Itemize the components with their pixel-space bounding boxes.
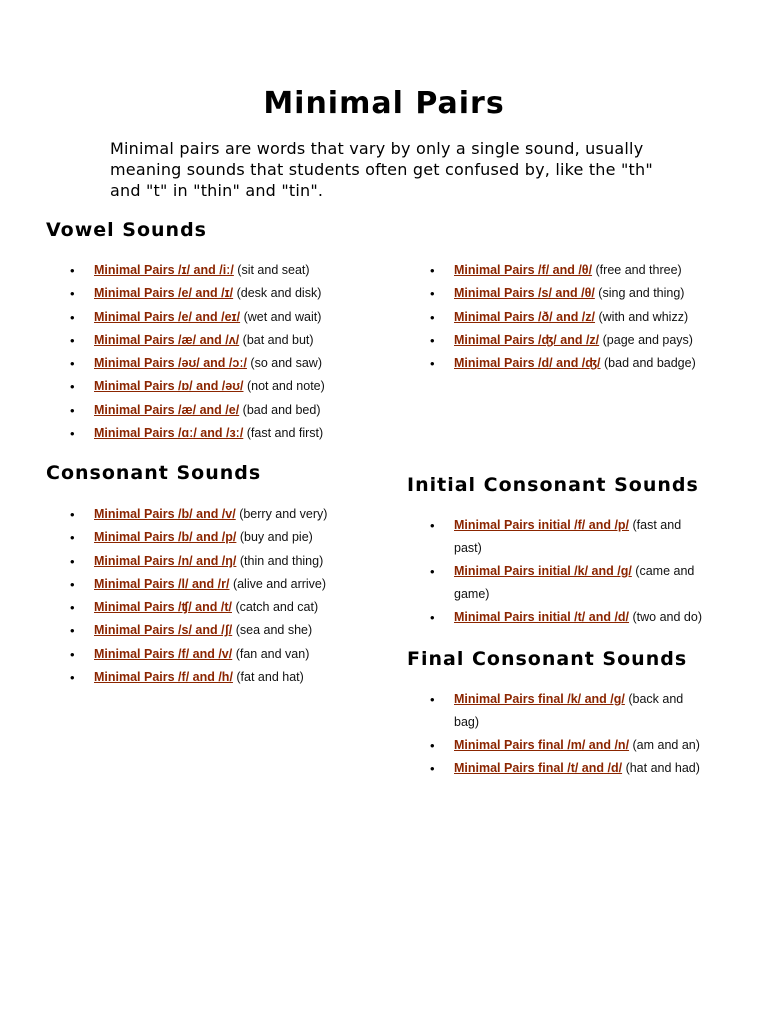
example-words: (back and bag) [454, 692, 684, 729]
list-item [430, 514, 710, 560]
list-item [430, 757, 710, 780]
example-words: (buy and pie) [236, 530, 313, 545]
minimal-pair-link[interactable]: Minimal Pairs initial /k/ and /g/ [454, 564, 632, 578]
example-words: (two and do) [629, 610, 702, 624]
example-words: (so and saw) [246, 356, 322, 371]
example-words: (sit and seat) [233, 263, 310, 277]
minimal-pair-link[interactable]: Minimal Pairs initial /t/ and /d/ [454, 610, 630, 624]
list-item [70, 399, 370, 422]
minimal-pair-link[interactable]: Minimal Pairs /ɪ/ and /iː/ [94, 263, 234, 277]
example-words: (desk and disk) [233, 286, 322, 301]
list-item [430, 606, 710, 629]
list-item [70, 619, 380, 642]
minimal-pair-link[interactable]: Minimal Pairs /ɑː/ and /ɜː/ [94, 426, 244, 441]
example-words: (sing and thing) [594, 286, 685, 301]
minimal-pair-link[interactable]: Minimal Pairs /ʧ/ and /t/ [94, 600, 232, 615]
list-item [70, 375, 370, 398]
list-item [430, 734, 710, 757]
consonant-pairs-list-right [430, 259, 730, 375]
minimal-pair-link[interactable]: Minimal Pairs /əʊ/ and /ɔː/ [94, 356, 247, 371]
list-item [70, 306, 370, 329]
minimal-pair-link[interactable]: Minimal Pairs /f/ and /v/ [94, 646, 233, 661]
vowel-pairs-list [70, 259, 370, 445]
list-item [70, 259, 370, 282]
list-item [70, 550, 380, 573]
minimal-pair-link[interactable]: Minimal Pairs final /k/ and /g/ [454, 692, 625, 706]
vowel-sounds-heading: Vowel Sounds [46, 219, 207, 241]
example-words: (fat and hat) [232, 670, 304, 685]
final-consonant-pairs-list [430, 688, 710, 780]
minimal-pair-link[interactable]: Minimal Pairs final /m/ and /n/ [454, 738, 630, 752]
example-words: (free and three) [592, 263, 682, 277]
initial-consonant-sounds-heading: Initial Consonant Sounds [407, 474, 699, 496]
initial-consonant-pairs-list [430, 514, 710, 629]
minimal-pair-link[interactable]: Minimal Pairs /b/ and /p/ [94, 530, 237, 545]
minimal-pair-link[interactable]: Minimal Pairs /d/ and /ʤ/ [454, 356, 601, 371]
intro-paragraph: Minimal pairs are words that vary by only a single sound, usually meaning sounds that students often get confused by, like the "th" and "t" in "thin" and "tin". [110, 139, 653, 200]
example-words: (fast and first) [243, 426, 324, 441]
list-item [70, 596, 380, 619]
example-words: (page and pays) [599, 332, 693, 347]
example-words: (bat and but) [239, 332, 314, 347]
minimal-pair-link[interactable]: Minimal Pairs /æ/ and /ʌ/ [94, 332, 240, 347]
list-item [70, 643, 380, 666]
minimal-pair-link[interactable]: Minimal Pairs /ð/ and /z/ [454, 309, 596, 324]
example-words: (berry and very) [235, 507, 328, 521]
minimal-pair-link[interactable]: Minimal Pairs /ʤ/ and /z/ [454, 332, 600, 347]
example-words: (fan and van) [232, 646, 310, 661]
example-words: (with and whizz) [595, 309, 689, 324]
example-words: (bad and badge) [600, 356, 696, 371]
list-item [70, 352, 370, 375]
page-title: Minimal Pairs [263, 86, 505, 121]
example-words: (alive and arrive) [229, 576, 327, 591]
list-item [430, 259, 730, 282]
list-item [430, 306, 730, 329]
example-words: (bad and bed) [239, 402, 321, 417]
list-item [70, 282, 370, 305]
example-words: (came and game) [454, 564, 695, 601]
example-words: (sea and she) [232, 623, 313, 638]
example-words: (not and note) [243, 379, 325, 394]
list-item [70, 526, 380, 549]
list-item [430, 688, 710, 734]
minimal-pair-link[interactable]: Minimal Pairs final /t/ and /d/ [454, 761, 623, 775]
list-item [70, 666, 380, 689]
list-item [430, 329, 730, 352]
consonant-pairs-list [70, 503, 380, 689]
example-words: (thin and thing) [236, 553, 324, 568]
minimal-pair-link[interactable]: Minimal Pairs /f/ and /θ/ [454, 263, 593, 277]
minimal-pair-link[interactable]: Minimal Pairs initial /f/ and /p/ [454, 518, 630, 532]
list-item [70, 573, 380, 596]
list-item [70, 503, 380, 526]
list-item [430, 282, 730, 305]
minimal-pair-link[interactable]: Minimal Pairs /s/ and /ʃ/ [94, 623, 233, 638]
list-item [430, 352, 730, 375]
minimal-pair-link[interactable]: Minimal Pairs /æ/ and /e/ [94, 402, 240, 417]
consonant-sounds-heading: Consonant Sounds [46, 462, 262, 484]
list-item [430, 560, 710, 606]
example-words: (catch and cat) [231, 600, 319, 615]
minimal-pair-link[interactable]: Minimal Pairs /n/ and /ŋ/ [94, 553, 237, 568]
minimal-pair-link[interactable]: Minimal Pairs /b/ and /v/ [94, 507, 236, 521]
minimal-pair-link[interactable]: Minimal Pairs /ɒ/ and /əʊ/ [94, 379, 244, 394]
minimal-pair-link[interactable]: Minimal Pairs /f/ and /h/ [94, 670, 233, 685]
list-item [70, 329, 370, 352]
example-words: (wet and wait) [240, 309, 322, 324]
final-consonant-sounds-heading: Final Consonant Sounds [407, 648, 688, 670]
example-words: (fast and past) [454, 518, 682, 555]
example-words: (am and an) [629, 738, 700, 752]
minimal-pair-link[interactable]: Minimal Pairs /e/ and /eɪ/ [94, 309, 241, 324]
minimal-pair-link[interactable]: Minimal Pairs /l/ and /r/ [94, 576, 230, 591]
example-words: (hat and had) [622, 761, 700, 775]
list-item [70, 422, 370, 445]
minimal-pair-link[interactable]: Minimal Pairs /s/ and /θ/ [454, 286, 595, 301]
minimal-pair-link[interactable]: Minimal Pairs /e/ and /ɪ/ [94, 286, 234, 301]
